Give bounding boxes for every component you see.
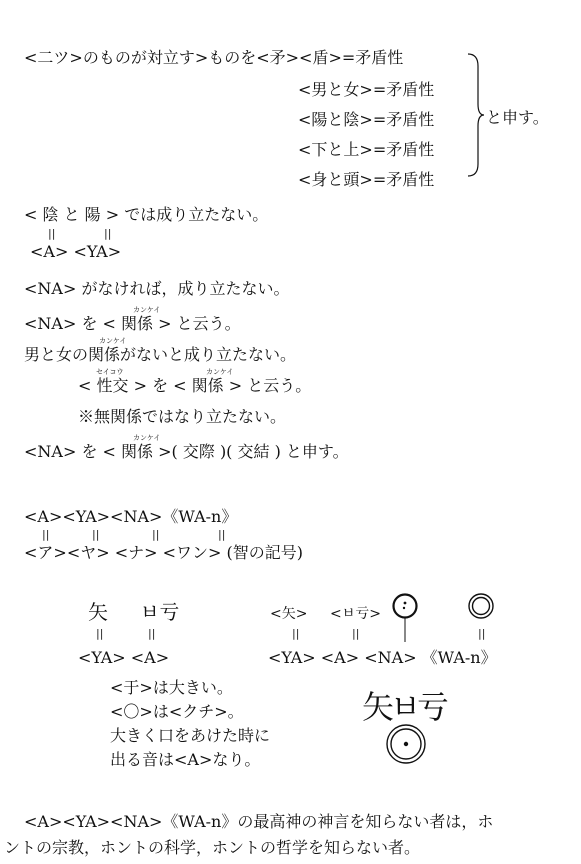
glyph-bracket-ya: <矢>: [270, 606, 308, 622]
equals-mark: ||: [48, 227, 56, 240]
intro-row: <下と上>=矛盾性: [298, 140, 435, 159]
equals-mark: ||: [92, 528, 100, 541]
ruby-seikou: セイコウ: [96, 368, 124, 376]
closing-line-2: ントの宗教，ホントの科学，ホントの哲学を知らない者。: [4, 838, 421, 857]
symbols-row-2: <ア><ヤ> <ナ> <ワン> (智の記号): [24, 543, 303, 562]
kankei-line-3: 男と女の関係がないと成り立たない。: [24, 345, 297, 364]
inyo-reading: <A> <YA>: [30, 242, 122, 261]
ruby-kankei: カンケイ: [133, 306, 161, 314]
equals-mark: ||: [478, 627, 486, 640]
equals-mark: ||: [352, 627, 360, 640]
closing-line-1: <A><YA><NA>《WA-n》の最高神の神言を知らない者は，ホ: [24, 812, 494, 831]
equals-mark: ||: [152, 528, 160, 541]
intro-head-line: <二ツ>のものが対立す>ものを<矛><盾>=矛盾性: [24, 48, 404, 67]
inyo-line: < 陰 と 陽 > では成り立たない。: [24, 205, 269, 224]
note-line: <于>は大きい。: [110, 678, 233, 697]
glyph-a: ㅂ亏: [140, 600, 180, 624]
intro-row: <陽と陰>=矛盾性: [298, 110, 435, 129]
right-brace-icon: [466, 52, 486, 178]
figure-left-labels: <YA> <A>: [78, 648, 170, 667]
kankei-line-4: < 性交 > を < 関係 > と云う。: [78, 376, 312, 395]
note-line: 大きく口をあけた時に: [110, 726, 271, 745]
glyph-bracket-a: <ㅂ亏>: [330, 606, 381, 622]
kankei-line-5: ※無関係ではなり立たない。: [78, 407, 287, 426]
note-line: <〇>は<クチ>。: [110, 702, 244, 721]
chi-circle-icon: [384, 722, 428, 766]
equals-mark: ||: [42, 528, 50, 541]
intro-row: <身と頭>=矛盾性: [298, 170, 435, 189]
composite-glyph-top: 矢ㅂ亏: [362, 688, 445, 726]
ruby-kankei: カンケイ: [206, 368, 234, 376]
symbols-row-1: <A><YA><NA>《WA-n》: [24, 507, 238, 526]
intro-brace-text: と申す。: [486, 108, 549, 127]
equals-mark: ||: [104, 227, 112, 240]
ruby-kankei: カンケイ: [133, 434, 161, 442]
wa-n-double-circle-icon: [466, 592, 496, 622]
intro-row: <男と女>=矛盾性: [298, 80, 435, 99]
kankei-line-2: <NA> を < 関係 > と云う。: [24, 314, 241, 333]
equals-mark: ||: [218, 528, 226, 541]
figure-right-labels: <YA> <A> <NA> 《WA-n》: [268, 648, 497, 667]
na-circle-icon: [390, 592, 420, 646]
ruby-kankei: カンケイ: [99, 337, 127, 345]
equals-mark: ||: [292, 627, 300, 640]
note-line: 出る音は<A>なり。: [110, 750, 261, 769]
equals-mark: ||: [96, 627, 104, 640]
equals-mark: ||: [148, 627, 156, 640]
kankei-line-1: <NA> がなければ，成り立たない。: [24, 279, 290, 298]
glyph-ya: 矢: [88, 600, 108, 624]
kankei-line-6: <NA> を < 関係 >( 交際 )( 交結 ) と申す。: [24, 442, 349, 461]
